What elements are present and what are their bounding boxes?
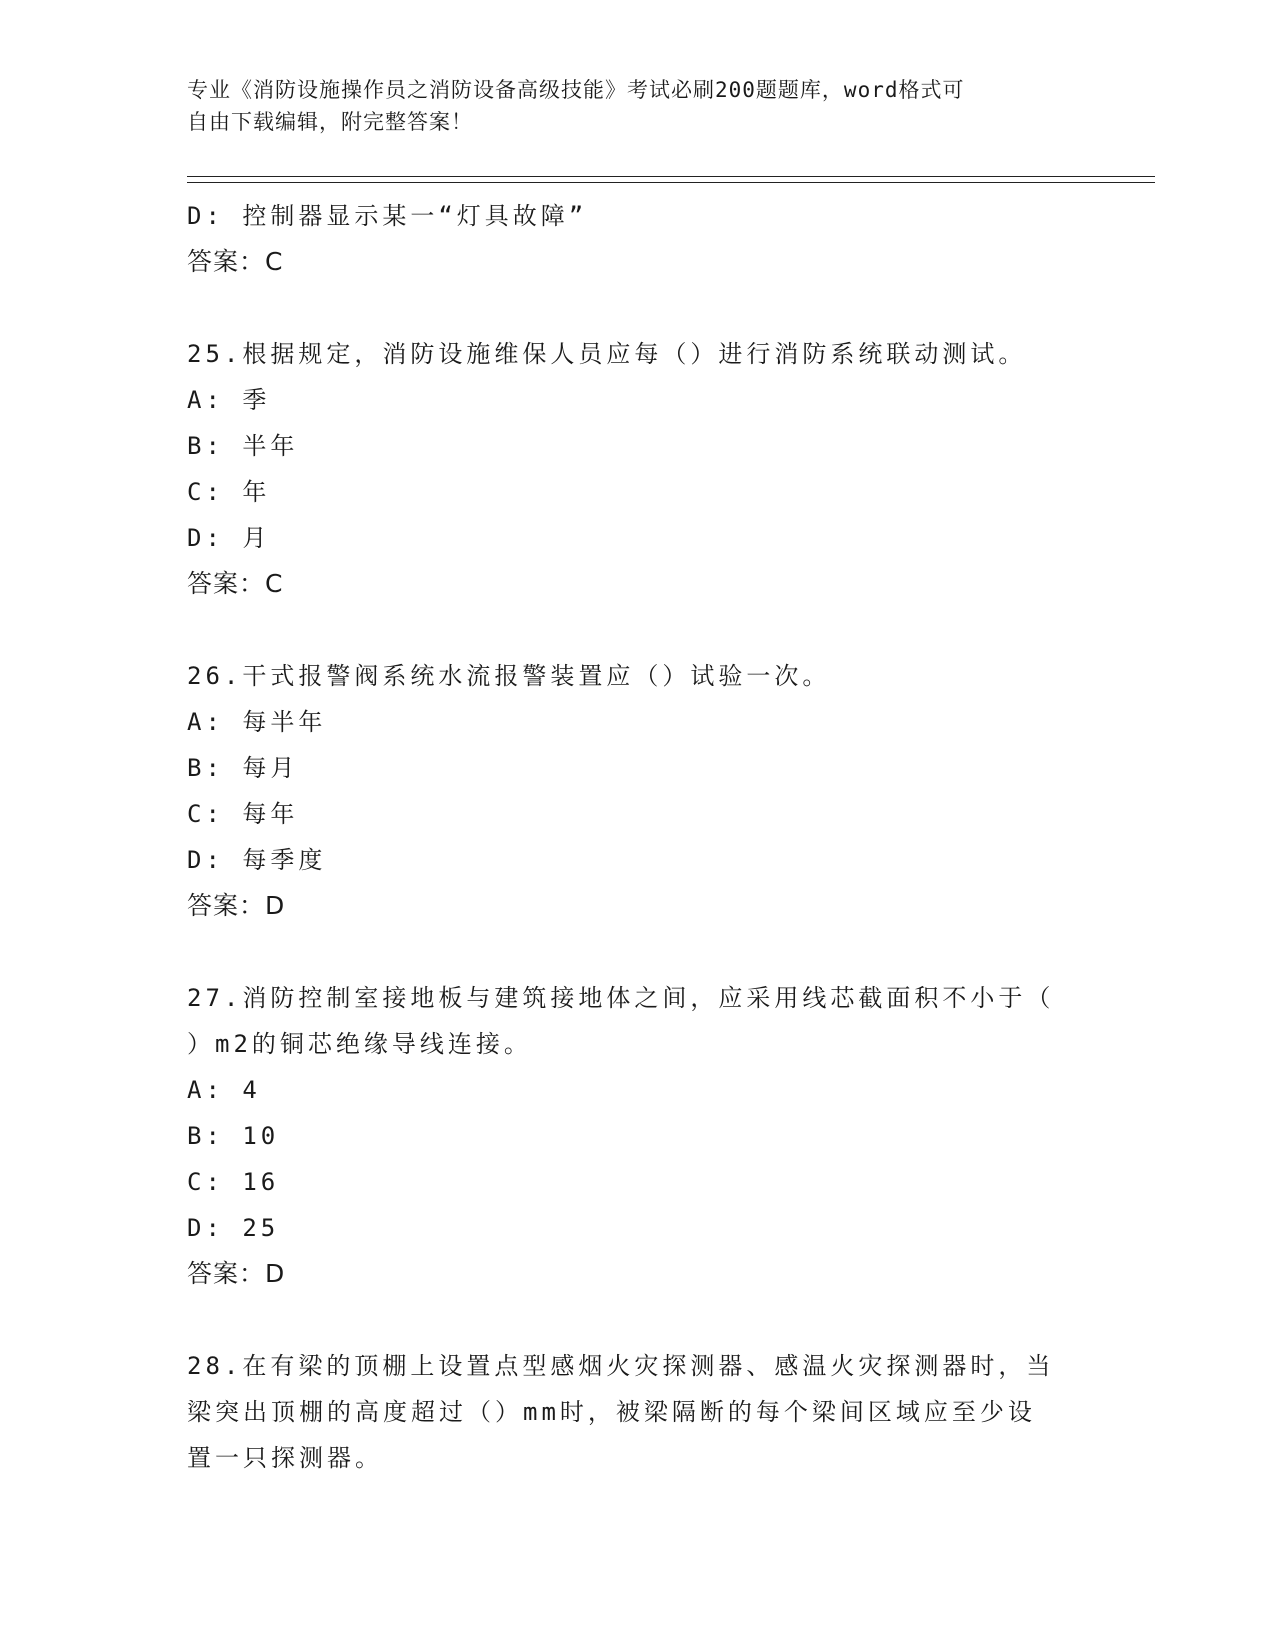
- question-stem-line-3: 置一只探测器。: [187, 1444, 383, 1472]
- option-b: B: 半年: [187, 432, 299, 460]
- answer: 答案：D: [187, 1259, 286, 1288]
- option-a: A: 4: [187, 1076, 261, 1104]
- spacer: [187, 607, 1087, 653]
- option-c: C: 年: [187, 478, 271, 506]
- question-27: [187, 975, 1087, 1297]
- option-c: C: 16: [187, 1168, 280, 1196]
- option-b: B: 10: [187, 1122, 280, 1150]
- spacer: [187, 1297, 1087, 1343]
- question-26: [187, 653, 1087, 929]
- option-b: B: 每月: [187, 754, 299, 782]
- option-d: D: 25: [187, 1214, 280, 1242]
- question-stem: 26.干式报警阀系统水流报警装置应（）试验一次。: [187, 662, 831, 690]
- document-header: [187, 74, 1067, 138]
- question-stem: 25.根据规定，消防设施维保人员应每（）进行消防系统联动测试。: [187, 340, 1027, 368]
- answer: 答案：D: [187, 891, 286, 920]
- option-d: D: 控制器显示某一“灯具故障”: [187, 202, 588, 230]
- header-line-1: 专业《消防设施操作员之消防设备高级技能》考试必刷200题题库，word格式可: [187, 78, 965, 102]
- answer: 答案：C: [187, 247, 284, 276]
- header-divider-bottom: [187, 182, 1155, 183]
- question-stem-line-1: 28.在有梁的顶棚上设置点型感烟火灾探测器、感温火灾探测器时，当: [187, 1352, 1055, 1380]
- question-stem-line-2: 梁突出顶棚的高度超过（）mm时，被梁隔断的每个梁间区域应至少设: [187, 1398, 1036, 1426]
- question-28: [187, 1343, 1087, 1481]
- header-divider-top: [187, 176, 1155, 177]
- header-line-2: 自由下载编辑，附完整答案！: [187, 110, 473, 134]
- option-d: D: 每季度: [187, 846, 327, 874]
- spacer: [187, 285, 1087, 331]
- answer: 答案：C: [187, 569, 284, 598]
- option-c: C: 每年: [187, 800, 299, 828]
- option-a: A: 每半年: [187, 708, 327, 736]
- question-25: [187, 331, 1087, 607]
- spacer: [187, 929, 1087, 975]
- question-stem-line-2: ）m2的铜芯绝缘导线连接。: [187, 1030, 532, 1058]
- question-24-tail: [187, 193, 1087, 285]
- question-stem-line-1: 27.消防控制室接地板与建筑接地体之间，应采用线芯截面积不小于（: [187, 984, 1055, 1012]
- option-a: A: 季: [187, 386, 271, 414]
- option-d: D: 月: [187, 524, 271, 552]
- question-list: [187, 193, 1087, 1481]
